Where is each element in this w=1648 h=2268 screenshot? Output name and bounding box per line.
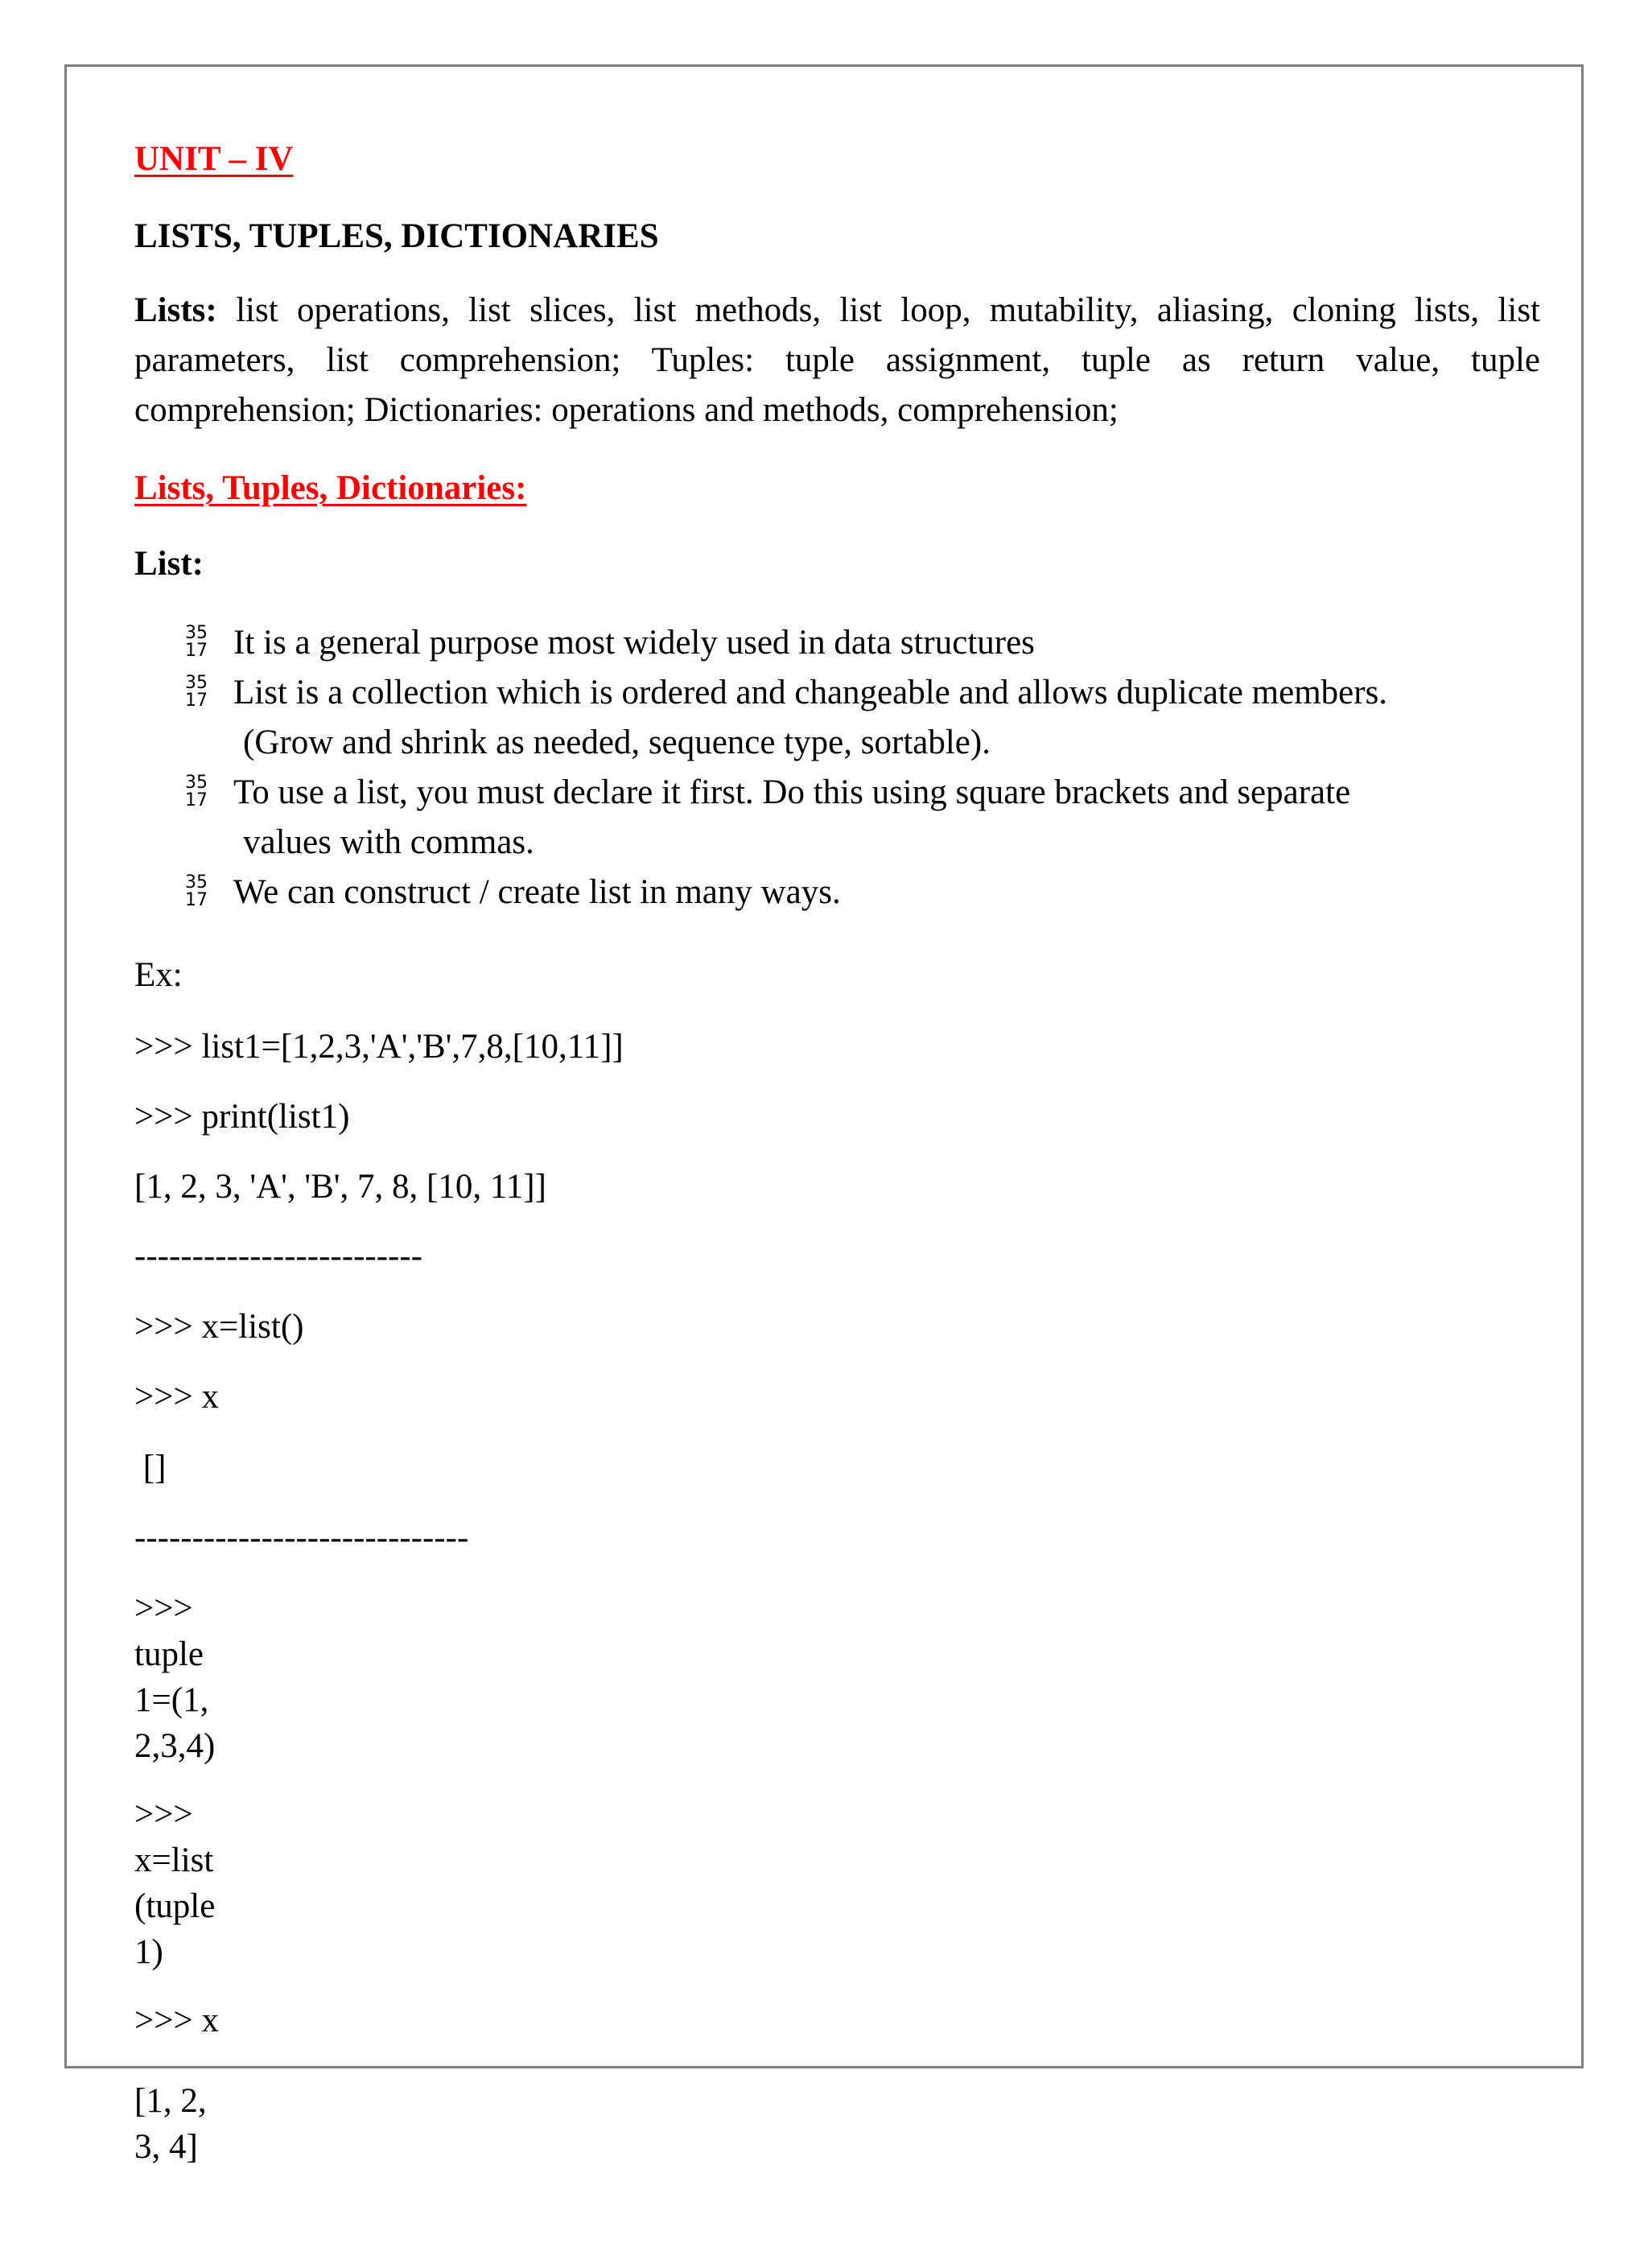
bullet-text-continuation: values with commas. (243, 823, 534, 861)
list-item (181, 668, 1543, 768)
code-line: >>> x (134, 1378, 220, 1416)
separator-line: ------------------------- (134, 1237, 422, 1275)
list-item (181, 768, 1543, 868)
list-item (181, 868, 1543, 918)
code-line: >>> print(list1) (134, 1098, 350, 1136)
bullet-text: To use a list, you must declare it first. Do this using square brackets and separate (233, 773, 1351, 811)
bullet-marker-icon: 35 17 (185, 872, 208, 910)
code-line: >>> list1=[1,2,3,'A','B',7,8,[10,11]] (134, 1028, 624, 1066)
code-block-output: [1, 2, 3, 4] (134, 2082, 207, 2166)
syllabus-text: list operations, list slices, list methods, list loop, mutability, aliasing, cloning lists, list parameters, list comprehension; Tuples: tuple assignment, tuple as return value, tuple comprehension; Dictionaries: operations and methods, comprehension; (134, 291, 1540, 429)
example-label: Ex: (134, 956, 183, 994)
bullet-marker-icon: 35 17 (185, 773, 208, 810)
code-block-list: >>> x=list (tuple 1) (134, 1796, 216, 1971)
bullet-text: We can construct / create list in many ways. (233, 873, 841, 911)
bullet-text: List is a collection which is ordered and changeable and allows duplicate members. (233, 674, 1388, 711)
list-bullets (181, 618, 1543, 918)
code-block-tuple: >>> tuple 1=(1, 2,3,4) (134, 1590, 216, 1765)
unit-title: UNIT – IV (134, 140, 294, 178)
code-line: >>> x=list() (134, 1308, 304, 1346)
bullet-marker-icon: 35 17 (185, 673, 208, 711)
code-output: [1, 2, 3, 'A', 'B', 7, 8, [10, 11]] (134, 1168, 546, 1206)
topic-heading: LISTS, TUPLES, DICTIONARIES (134, 217, 659, 255)
bullet-text: It is a general purpose most widely used in data structures (233, 624, 1035, 662)
section-heading: Lists, Tuples, Dictionaries: (134, 469, 527, 507)
bullet-marker-icon: 35 17 (185, 623, 208, 661)
syllabus-paragraph (134, 286, 1540, 435)
syllabus-label: Lists: (134, 291, 217, 329)
list-item (181, 618, 1543, 668)
code-output: [] (134, 1449, 167, 1487)
list-heading: List: (134, 545, 204, 583)
separator-line: ----------------------------- (134, 1519, 469, 1557)
code-line: >>> x (134, 2002, 220, 2039)
bullet-text-continuation: (Grow and shrink as needed, sequence type, sortable). (243, 724, 991, 761)
